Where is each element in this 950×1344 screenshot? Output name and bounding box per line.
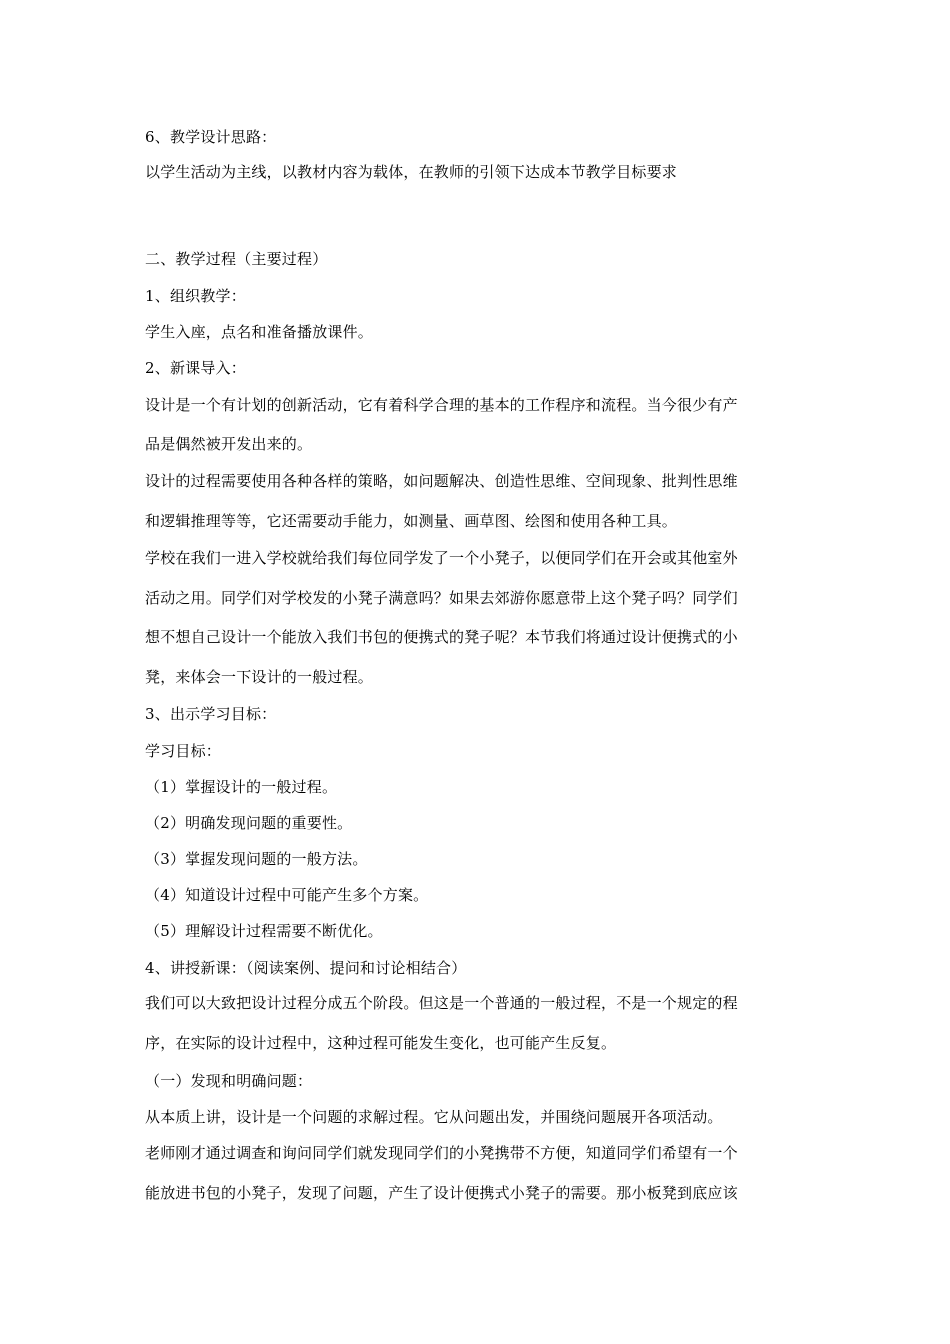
paragraph-line: 活动之用。同学们对学校发的小凳子满意吗？如果去郊游你愿意带上这个凳子吗？同学们 xyxy=(145,589,738,607)
paragraph-line: 和逻辑推理等等，它还需要动手能力，如测量、画草图、绘图和使用各种工具。 xyxy=(145,512,678,530)
section-heading: 3、出示学习目标： xyxy=(145,705,277,723)
paragraph-line: 设计是一个有计划的创新活动，它有着科学合理的基本的工作程序和流程。当今很少有产 xyxy=(145,396,738,414)
paragraph-line: 品是偶然被开发出来的。 xyxy=(145,435,313,453)
section-heading: 2、新课导入： xyxy=(145,359,246,377)
section-heading: 6、教学设计思路： xyxy=(145,128,277,146)
section-heading: （一）发现和明确问题： xyxy=(145,1072,313,1090)
list-item: （1）掌握设计的一般过程。 xyxy=(145,778,338,796)
paragraph-line: 以学生活动为主线，以教材内容为载体，在教师的引领下达成本节教学目标要求 xyxy=(145,163,678,181)
list-item: （5）理解设计过程需要不断优化。 xyxy=(145,922,383,940)
paragraph-line: 学校在我们一进入学校就给我们每位同学发了一个小凳子，以便同学们在开会或其他室外 xyxy=(145,549,738,567)
paragraph-line: 设计的过程需要使用各种各样的策略，如问题解决、创造性思维、空间现象、批判性思维 xyxy=(145,472,738,490)
list-item: （4）知道设计过程中可能产生多个方案。 xyxy=(145,886,429,904)
section-heading: 1、组织教学： xyxy=(145,287,246,305)
paragraph-line: 学生入座，点名和准备播放课件。 xyxy=(145,323,374,341)
section-heading: 4、讲授新课：（阅读案例、提问和讨论相结合） xyxy=(145,959,467,977)
list-item: （3）掌握发现问题的一般方法。 xyxy=(145,850,368,868)
paragraph-line: 学习目标： xyxy=(145,742,222,760)
paragraph-line: 序，在实际的设计过程中，这种过程可能发生变化，也可能产生反复。 xyxy=(145,1034,617,1052)
paragraph-line: 我们可以大致把设计过程分成五个阶段。但这是一个普通的一般过程，不是一个规定的程 xyxy=(145,994,738,1012)
paragraph-line: 想不想自己设计一个能放入我们书包的便携式的凳子呢？本节我们将通过设计便携式的小 xyxy=(145,628,738,646)
paragraph-line: 从本质上讲，设计是一个问题的求解过程。它从问题出发，并围绕问题展开各项活动。 xyxy=(145,1108,723,1126)
section-heading: 二、教学过程（主要过程） xyxy=(145,250,328,268)
paragraph-line: 老师刚才通过调查和询问同学们就发现同学们的小凳携带不方便，知道同学们希望有一个 xyxy=(145,1144,738,1162)
list-item: （2）明确发现问题的重要性。 xyxy=(145,814,353,832)
paragraph-line: 能放进书包的小凳子，发现了问题，产生了设计便携式小凳子的需要。那小板凳到底应该 xyxy=(145,1184,738,1202)
paragraph-line: 凳，来体会一下设计的一般过程。 xyxy=(145,668,374,686)
